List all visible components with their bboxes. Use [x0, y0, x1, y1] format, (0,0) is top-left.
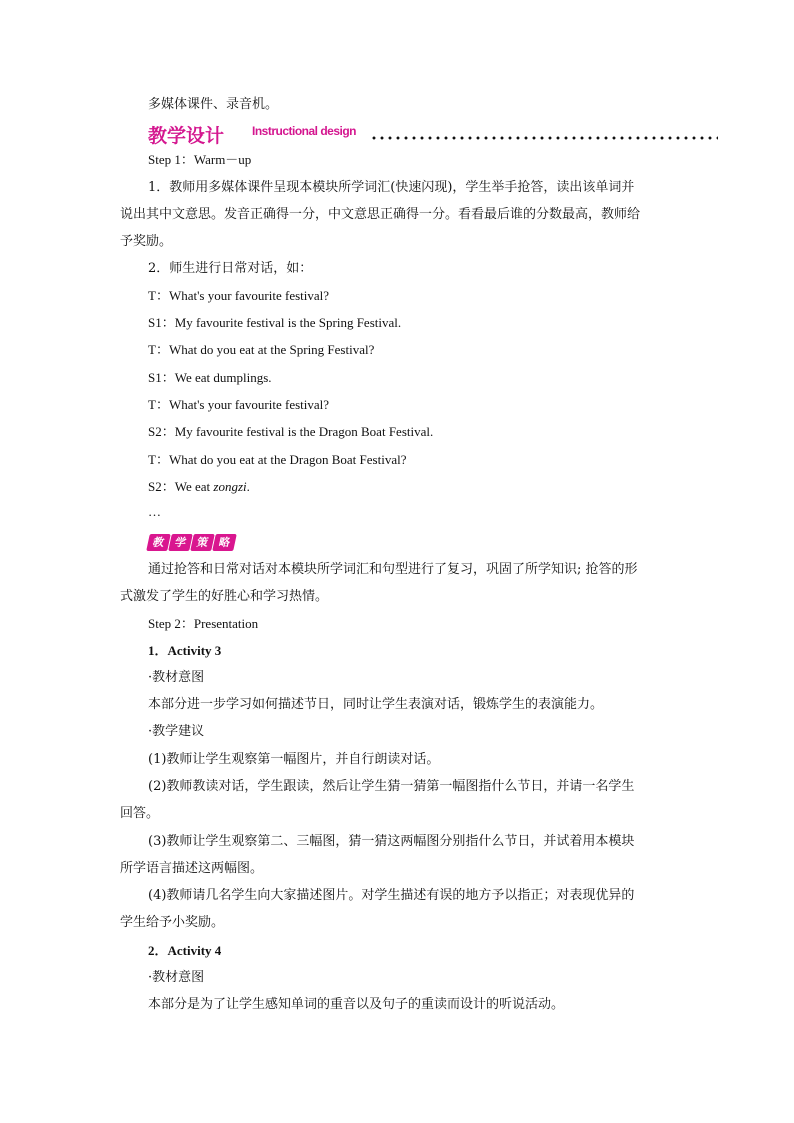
strategy-line2: 式激发了学生的好胜心和学习热情。: [120, 589, 329, 604]
activity3-title: 1．Activity 3: [148, 643, 222, 658]
strategy-line1: 通过抢答和日常对话对本模块所学词汇和句型进行了复习，巩固了所学知识; 抢答的形: [148, 562, 638, 577]
activity4-intent-text: 本部分是为了让学生感知单词的重音以及句子的重读而设计的听说活动。: [148, 997, 565, 1012]
advice-item-3-line1: (3)教师让学生观察第二、三幅图，猜一猜这两幅图分别指什么节日，并试着用本模块: [148, 834, 635, 849]
dotted-divider: [370, 136, 718, 140]
badge-char: 策: [190, 534, 215, 551]
dialogue-line: S1：My favourite festival is the Spring Festival.: [148, 315, 402, 330]
dialogue-line: T：What do you eat at the Dragon Boat Festival?: [148, 452, 407, 467]
advice-item-3-line2: 所学语言描述这两幅图。: [120, 861, 264, 876]
section-title: 教学设计: [148, 125, 225, 147]
strategy-badge: [148, 534, 235, 552]
step2-heading: Step 2：Presentation: [148, 616, 259, 631]
step1-p1-line2: 说出其中文意思。发音正确得一分，中文意思正确得一分。看看最后谁的分数最高，教师给: [120, 207, 641, 222]
advice-item-4-line1: (4)教师请几名学生向大家描述图片。对学生描述有误的地方予以指正；对表现优异的: [148, 888, 635, 903]
section-header: [148, 120, 718, 146]
dialogue-line: S2：My favourite festival is the Dragon Boat Festival.: [148, 424, 434, 439]
dialogue-line: T：What do you eat at the Spring Festival?: [148, 342, 375, 357]
section-subtitle: Instructional design: [252, 124, 357, 138]
advice-item-2-line1: (2)教师教读对话，学生跟读，然后让学生猜一猜第一幅图指什么节日，并请一名学生: [148, 779, 635, 794]
step1-p2: 2．师生进行日常对话，如：: [148, 261, 313, 276]
dialogue-line: S1：We eat dumplings.: [148, 370, 272, 385]
activity3-intent-label: ·教材意图: [148, 670, 205, 685]
badge-char: 略: [212, 534, 237, 551]
dialogue-line-last: S2：We eat zongzi.: [148, 479, 250, 494]
activity4-title: 2．Activity 4: [148, 943, 222, 958]
activity3-advice-label: ·教学建议: [148, 724, 205, 739]
activity4-intent-label: ·教材意图: [148, 970, 205, 985]
intro-line: 多媒体课件、录音机。: [148, 97, 279, 112]
badge-char: 学: [168, 534, 193, 551]
step1-heading: Step 1：Warm－up: [148, 152, 252, 167]
advice-item-2-line2: 回答。: [120, 806, 160, 821]
advice-item-1: (1)教师让学生观察第一幅图片，并自行朗读对话。: [148, 752, 440, 767]
dialogue-line: T：What's your favourite festival?: [148, 288, 330, 303]
ellipsis: …: [148, 504, 161, 519]
dialogue-line: T：What's your favourite festival?: [148, 397, 330, 412]
badge-char: 教: [146, 534, 171, 551]
advice-item-4-line2: 学生给予小奖励。: [120, 915, 225, 930]
step1-p1-line3: 予奖励。: [120, 234, 173, 249]
activity3-intent-text: 本部分进一步学习如何描述节日，同时让学生表演对话，锻炼学生的表演能力。: [148, 697, 604, 712]
step1-p1-line1: 1．教师用多媒体课件呈现本模块所学词汇(快速闪现)，学生举手抢答，读出该单词并: [148, 180, 635, 195]
